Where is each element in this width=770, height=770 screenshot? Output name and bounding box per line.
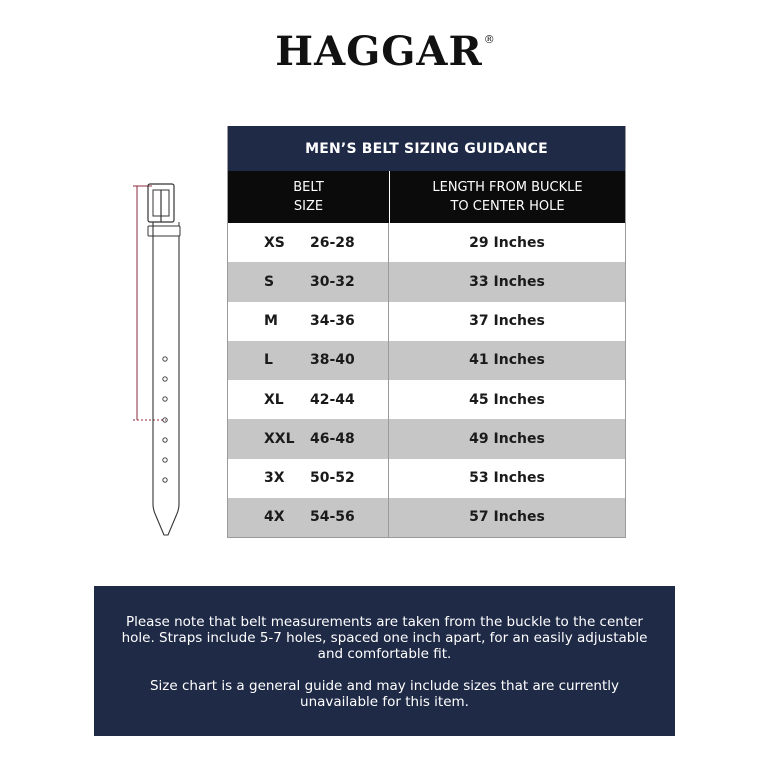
belt-hole: [163, 357, 167, 361]
size-label: S: [264, 273, 275, 290]
belt-diagram-icon: [126, 180, 186, 540]
size-label: 3X: [264, 470, 285, 487]
size-label: XS: [264, 234, 285, 251]
belt-hole: [163, 377, 167, 381]
brand-name: HAGGAR: [275, 28, 483, 75]
table-row: [228, 380, 625, 419]
table-title: MEN’S BELT SIZING GUIDANCE: [228, 126, 625, 171]
belt-size-table: [227, 126, 626, 538]
registered-mark: ®: [483, 33, 495, 46]
waist-range: 54-56: [310, 509, 355, 526]
table-header: [228, 171, 625, 223]
table-row: [228, 419, 625, 458]
belt-hole: [163, 458, 167, 462]
length-value: 57 Inches: [469, 509, 545, 526]
length-value: 37 Inches: [469, 313, 545, 330]
waist-range: 34-36: [310, 313, 355, 330]
sizing-note: [94, 586, 675, 736]
size-label: XXL: [264, 430, 295, 447]
waist-range: 50-52: [310, 470, 355, 487]
table-row: [228, 302, 625, 341]
table-row: [228, 459, 625, 498]
belt-hole: [163, 397, 167, 401]
waist-range: 26-28: [310, 234, 355, 251]
table-body: [228, 223, 625, 537]
belt-hole: [163, 438, 167, 442]
length-value: 53 Inches: [469, 470, 545, 487]
size-label: 4X: [264, 509, 285, 526]
length-value: 45 Inches: [469, 391, 545, 408]
table-row: [228, 223, 625, 262]
table-row: [228, 262, 625, 301]
table-row: [228, 341, 625, 380]
length-value: 41 Inches: [469, 352, 545, 369]
size-label: M: [264, 313, 278, 330]
note-paragraph-2: Size chart is a general guide and may include sizes that are currently unavailable for this item.: [149, 678, 620, 710]
size-label: L: [264, 352, 273, 369]
length-value: 49 Inches: [469, 430, 545, 447]
length-value: 29 Inches: [469, 234, 545, 251]
note-paragraph-1: Please note that belt measurements are taken from the buckle to the center hole. Straps include 5-7 holes, spaced one inch apart, for an easily adjustable and comfortable fit.: [121, 614, 648, 662]
length-value: 33 Inches: [469, 273, 545, 290]
header-belt-size: BELT SIZE: [228, 171, 390, 223]
table-row: [228, 498, 625, 537]
brand-logo: [0, 28, 770, 75]
belt-strap: [153, 222, 179, 535]
waist-range: 46-48: [310, 430, 355, 447]
header-length: LENGTH FROM BUCKLE TO CENTER HOLE: [432, 180, 583, 214]
waist-range: 42-44: [310, 391, 355, 408]
waist-range: 38-40: [310, 352, 355, 369]
waist-range: 30-32: [310, 273, 355, 290]
belt-hole: [163, 478, 167, 482]
size-label: XL: [264, 391, 284, 408]
